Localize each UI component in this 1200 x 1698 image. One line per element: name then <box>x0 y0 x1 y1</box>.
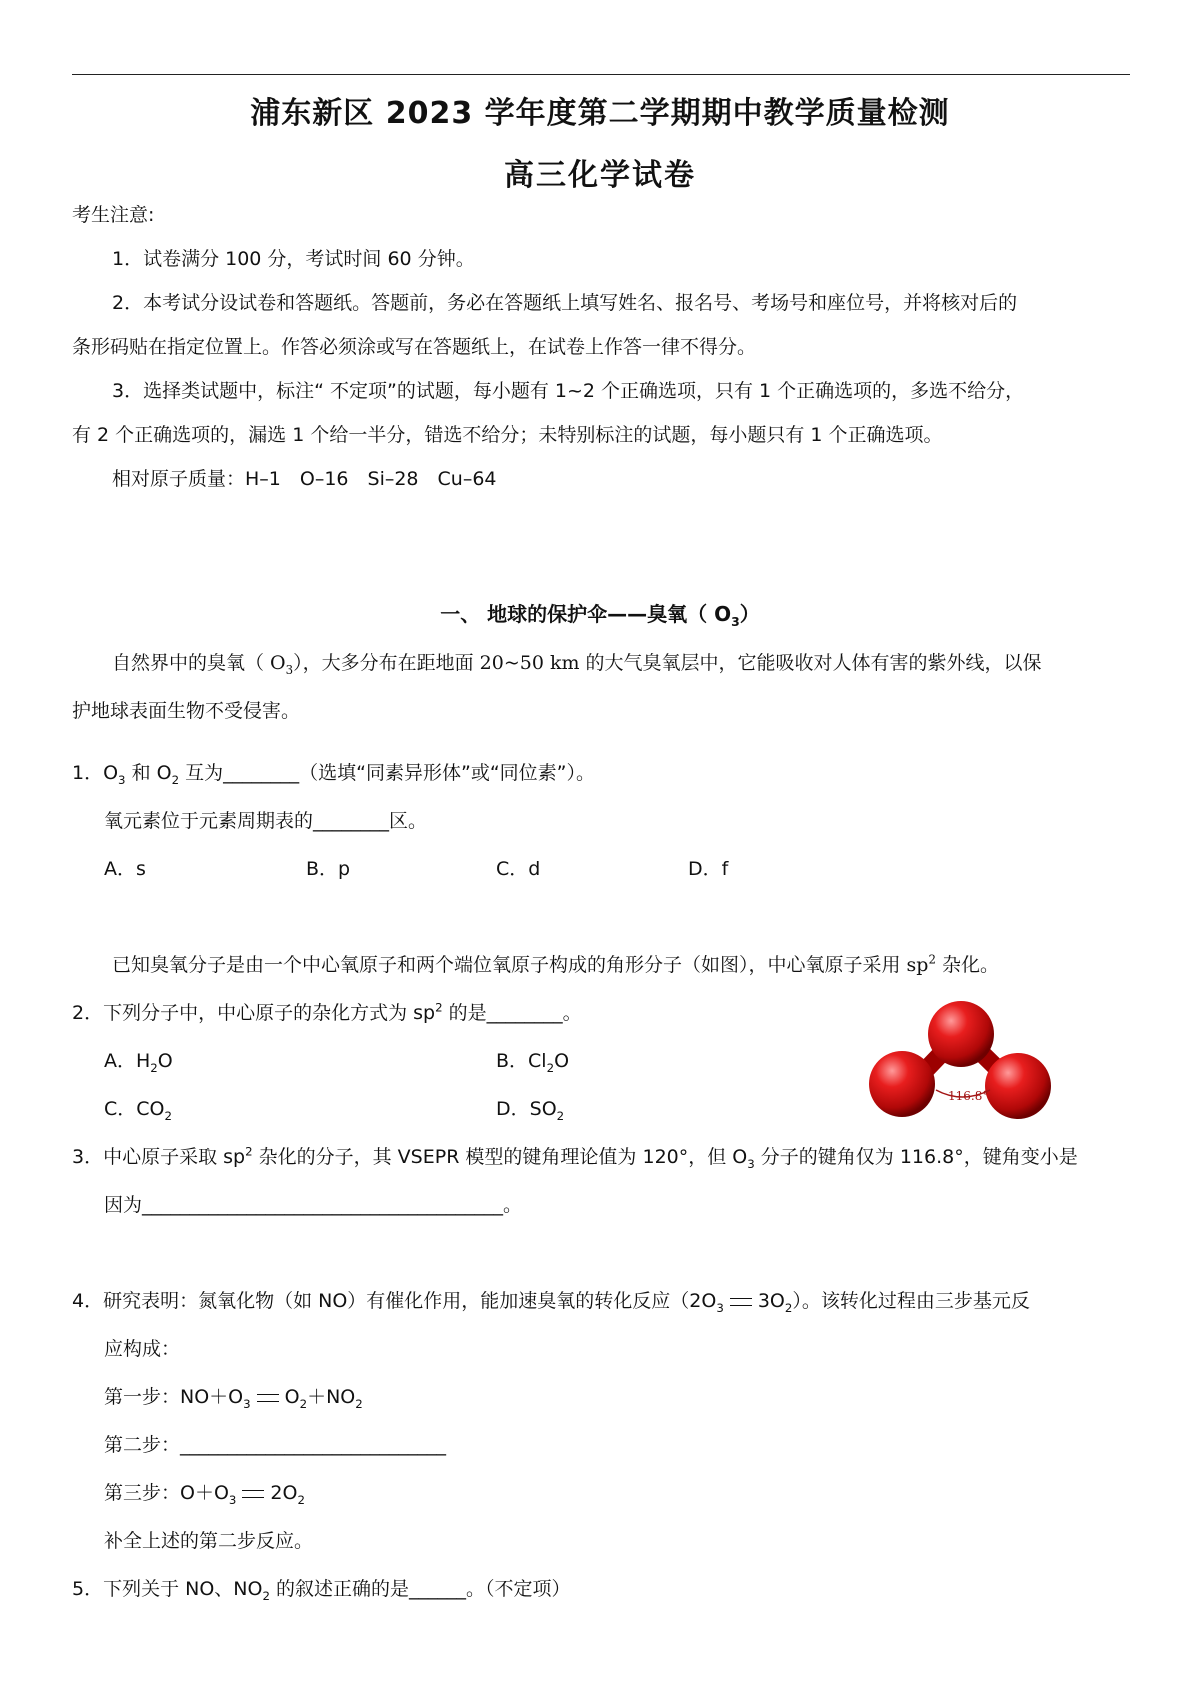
q2-intro: 已知臭氧分子是由一个中心氧原子和两个端位氧原子构成的角形分子（如图），中心氧原子采用 $sp^2$ 杂化。 <box>112 952 1000 976</box>
q4-stem: 4．研究表明：氮氧化物（如 NO）有催化作用，能加速臭氧的转化反应（$2O_3$ $3O_2$）。该转化过程由三步基元反 <box>72 1290 1030 1315</box>
bond-angle-label: 116.8° <box>948 1089 989 1103</box>
equals-sign <box>242 1490 264 1498</box>
q4-step-1: 第一步：$NO+O_3$ $O_2+NO_2$ <box>104 1386 363 1411</box>
q2-stem: 2．下列分子中，中心原子的杂化方式为 $sp^2$ 的是________。 <box>72 1000 582 1024</box>
notice-item-3-line-1: 3．选择类试题中，标注“ 不定项”的试题，每小题有 1~2 个正确选项，只有 1 个正确选项的，多选不给分， <box>112 380 1025 402</box>
section-1-title: 一、 地球的保护伞——臭氧（ $O_3$） <box>440 602 760 629</box>
q1-option-b: B．p <box>306 858 351 880</box>
q1-option-a: A．s <box>104 858 146 880</box>
notice-item-3-line-2: 有 2 个正确选项的，漏选 1 个给一半分，错选不给分；未特别标注的试题，每小题只有 1 个正确选项。 <box>72 424 943 446</box>
section-1-intro-line-2: 护地球表面生物不受侵害。 <box>72 700 301 722</box>
equals-sign <box>257 1394 279 1402</box>
q2-option-b: B．$Cl_2O$ <box>496 1050 570 1075</box>
notice-item-2-line-1: 2．本考试分设试卷和答题纸。答题前，务必在答题纸上填写姓名、报名号、考场号和座位号，并将核对后的 <box>112 292 1018 314</box>
central-oxygen-atom <box>928 1001 994 1067</box>
q4-line-2: 应构成： <box>104 1338 181 1360</box>
q2-option-c: C．$CO_2$ <box>104 1098 172 1123</box>
notice-item-2-line-2: 条形码贴在指定位置上。作答必须涂或写在答题纸上，在试卷上作答一律不得分。 <box>72 336 757 358</box>
q1-stem: 1．$O_3$ 和 $O_2$ 互为________（选填“同素异形体”或“同位素”）。 <box>72 762 596 787</box>
q3-stem: 3．中心原子采取 $sp^2$ 杂化的分子，其 VSEPR 模型的键角理论值为 120°，但 $O_3$ 分子的键角仅为 116.8°，键角变小是 <box>72 1144 1078 1171</box>
q4-note: 补全上述的第二步反应。 <box>104 1530 314 1552</box>
q3-line-2: 因为______________________________________。 <box>104 1194 523 1216</box>
equals-sign <box>730 1298 752 1306</box>
ozone-molecule-figure <box>866 998 1056 1123</box>
top-rule <box>72 74 1130 75</box>
atomic-mass-line: 相对原子质量：H–1 O–16 Si–28 Cu–64 <box>112 468 497 490</box>
q2-option-a: A．$H_2O$ <box>104 1050 173 1075</box>
q1-option-d: D．f <box>688 858 729 880</box>
notice-heading: 考生注意: <box>72 204 155 226</box>
q4-step-3: 第三步：$O+O_3$ $2O_2$ <box>104 1482 305 1507</box>
section-1-intro-line-1: 自然界中的臭氧（ $O_3$），大多分布在距地面 20~50 km 的大气臭氧层中，它能吸收对人体有害的紫外线，以保 <box>112 652 1042 677</box>
terminal-oxygen-atom-left <box>869 1051 935 1117</box>
exam-subtitle: 高三化学试卷 <box>504 158 696 193</box>
q1-option-c: C．d <box>496 858 541 880</box>
q5-stem: 5．下列关于 NO、$NO_2$ 的叙述正确的是______。（不定项） <box>72 1578 571 1603</box>
q2-option-d: D．$SO_2$ <box>496 1098 565 1123</box>
terminal-oxygen-atom-right <box>985 1053 1051 1119</box>
exam-title: 浦东新区 2023 学年度第二学期期中教学质量检测 <box>250 96 950 131</box>
q1-line-2: 氧元素位于元素周期表的________区。 <box>104 810 428 832</box>
notice-item-1: 1．试卷满分 100 分，考试时间 60 分钟。 <box>112 248 475 270</box>
q4-step-2: 第二步：____________________________ <box>104 1434 447 1456</box>
